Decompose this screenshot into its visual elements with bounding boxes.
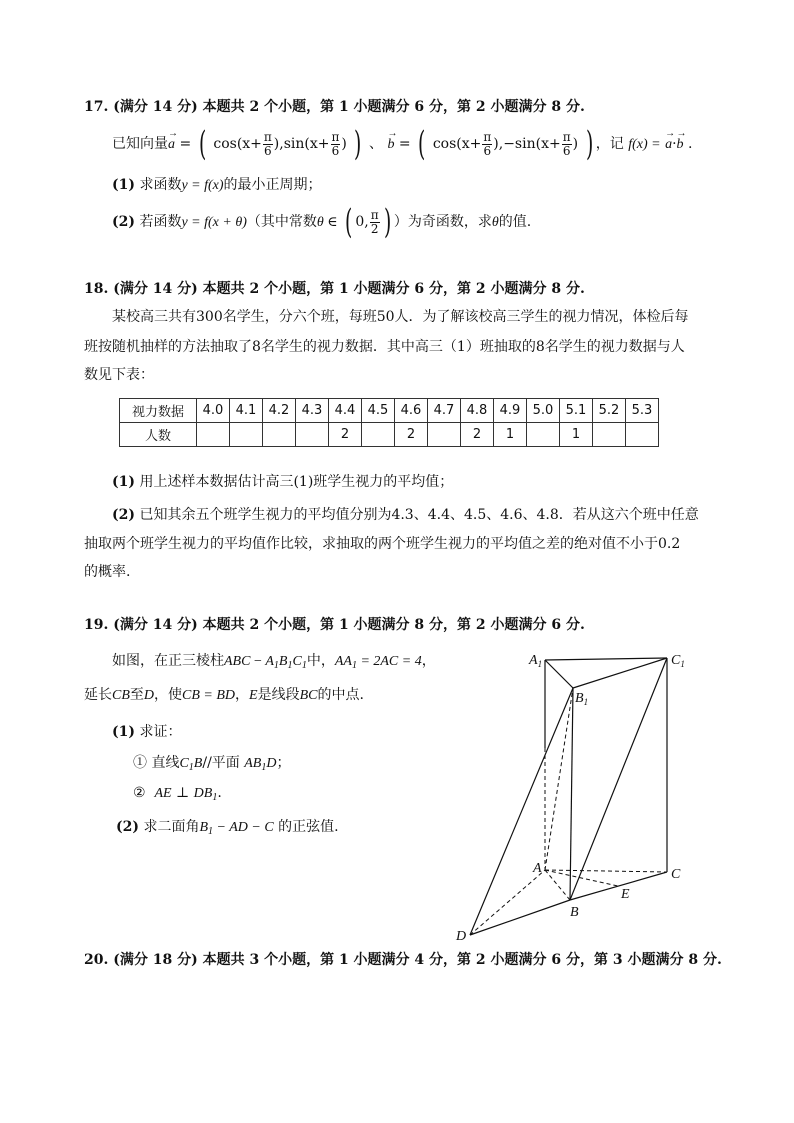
table-cell: 5.1 xyxy=(560,399,593,423)
label-b: B xyxy=(570,905,579,920)
table-cell: 4.7 xyxy=(428,399,461,423)
edge-db1 xyxy=(470,688,573,935)
q19-item2: ② AE ⊥ $DB_1$. xyxy=(133,785,222,803)
q18-part2-line1: (2) 已知其余五个班学生视力的平均值分别为4.3、4.4、4.5、4.6、4.8．若从这六个班中任意 xyxy=(112,507,699,523)
q17-intro-prefix: 已知向量 xyxy=(112,136,168,152)
table-cell xyxy=(626,423,659,447)
vector-b: → b xyxy=(387,125,394,165)
f-definition: f(x) = xyxy=(628,137,661,152)
table-cell: 2 xyxy=(329,423,362,447)
sin-term: sin(x+ xyxy=(283,136,330,152)
label-c: C xyxy=(671,867,681,882)
table-cell: 5.2 xyxy=(593,399,626,423)
table-cell: 1 xyxy=(494,423,527,447)
table-cell: 1 xyxy=(560,423,593,447)
paren-open: ( xyxy=(345,202,353,242)
edge-b1c1 xyxy=(573,658,667,688)
q17-part1: (1) 求函数y = f(x)的最小正周期； xyxy=(112,177,322,193)
label-c1: $C_1$ xyxy=(671,653,685,669)
table-row-count xyxy=(120,423,659,447)
label-b1: $B_1$ xyxy=(575,691,589,707)
edge-bc xyxy=(570,872,667,900)
edge-a1b1 xyxy=(545,660,573,688)
q18-para-line3: 数见下表： xyxy=(84,367,154,383)
q17-header: 17. (满分 14 分) 本题共 2 个小题，第 1 小题满分 6 分，第 2 小题满分 8 分. xyxy=(84,99,585,115)
q18-part1: (1) 用上述样本数据估计高三(1)班学生视力的平均值； xyxy=(112,474,454,490)
table-cell: 4.8 xyxy=(461,399,494,423)
table-header-vision: 视力数据 xyxy=(120,399,197,423)
paren-close: ) xyxy=(383,202,391,242)
table-cell xyxy=(263,423,296,447)
table-row-vision xyxy=(120,399,659,423)
table-cell: 4.4 xyxy=(329,399,362,423)
paren-open: ( xyxy=(418,124,426,164)
q19-item1: ① 直线$C_1B//$平面 $AB_1D$； xyxy=(133,755,291,773)
edge-ab1 xyxy=(545,688,573,870)
q19-part1: (1) 求证： xyxy=(112,724,182,740)
table-cell: 2 xyxy=(395,423,428,447)
paren-open: ( xyxy=(198,124,206,164)
q18-part2-line2: 抽取两个班学生视力的平均值作比较，求抽取的两个班学生视力的平均值之差的绝对值不小于0.2 xyxy=(84,536,681,552)
q19-header: 19. (满分 14 分) 本题共 2 个小题，第 1 小题满分 8 分，第 2 小题满分 6 分. xyxy=(84,617,585,633)
q18-part2-line3: 的概率. xyxy=(84,564,131,580)
q19-line1: 如图，在正三棱柱ABC − $A_1B_1C_1$中，$AA_1 = 2AC = 4$， xyxy=(112,653,436,671)
label-a: A xyxy=(533,861,542,876)
pi-over-6-frac: $\frac{\pi}{6}$ xyxy=(483,129,492,158)
table-cell xyxy=(593,423,626,447)
table-cell: 4.9 xyxy=(494,399,527,423)
edge-a1c1 xyxy=(545,658,667,660)
edge-bc1 xyxy=(570,658,667,900)
edge-ac xyxy=(545,870,667,872)
table-cell xyxy=(362,423,395,447)
table-cell xyxy=(296,423,329,447)
neg-sin-term: −sin(x+ xyxy=(503,136,561,152)
table-cell: 5.0 xyxy=(527,399,560,423)
table-cell: 4.5 xyxy=(362,399,395,423)
table-cell xyxy=(197,423,230,447)
vector-a: → a xyxy=(168,125,175,165)
q17-intro-line: 已知向量→ a = ( cos(x+ $\frac{\pi}{6}$ ),sin(x+ $\frac{\pi}{6}$ ) ) 、 → b = ( cos(x+ $\frac{\pi}{6}$ ),−sin(x+ $\frac{\pi}{6}$ ) ) ，记 f(x) = → a·→ b . xyxy=(112,124,692,165)
pi-over-2-frac: $\frac{\pi}{2}$ xyxy=(370,207,379,236)
prism-figure xyxy=(440,640,700,950)
table-cell: 4.6 xyxy=(395,399,428,423)
pi-over-6-frac: $\frac{\pi}{6}$ xyxy=(331,129,340,158)
table-cell xyxy=(428,423,461,447)
table-cell: 4.3 xyxy=(296,399,329,423)
paren-close: ) xyxy=(585,124,593,164)
q18-header: 18. (满分 14 分) 本题共 2 个小题，第 1 小题满分 6 分，第 2 小题满分 8 分. xyxy=(84,281,585,297)
pi-over-6-frac: $\frac{\pi}{6}$ xyxy=(263,129,272,158)
q18-para-line1: 某校高三共有300名学生，分六个班，每班50人．为了解该校高三学生的视力情况，体检后每 xyxy=(112,309,689,325)
edge-db xyxy=(470,900,570,935)
table-cell xyxy=(527,423,560,447)
cos-term: cos(x+ xyxy=(213,136,262,152)
vision-table xyxy=(119,398,659,447)
edge-b1b xyxy=(570,688,573,900)
table-header-count: 人数 xyxy=(120,423,197,447)
q17-part2: (2) 若函数y = f(x + θ)（其中常数θ ∈ ( 0, $\frac{\pi}{2}$ ) ）为奇函数，求θ的值. xyxy=(112,202,532,242)
table-cell: 4.0 xyxy=(197,399,230,423)
label-e: E xyxy=(621,887,630,902)
table-cell: 4.2 xyxy=(263,399,296,423)
table-cell xyxy=(230,423,263,447)
q18-para-line2: 班按随机抽样的方法抽取了8名学生的视力数据．其中高三（1）班抽取的8名学生的视力数据与人 xyxy=(84,339,685,355)
q20-header: 20. (满分 18 分) 本题共 3 个小题，第 1 小题满分 4 分，第 2 小题满分 6 分，第 3 小题满分 8 分. xyxy=(84,952,722,968)
q19-part2: (2) 求二面角$B_1$ − AD − C 的正弦值. xyxy=(116,819,339,837)
pi-over-6-frac: $\frac{\pi}{6}$ xyxy=(562,129,571,158)
table-cell: 2 xyxy=(461,423,494,447)
label-d: D xyxy=(456,929,467,944)
q19-line2: 延长CB至D，使CB = BD，E是线段BC的中点. xyxy=(84,687,364,703)
table-cell: 5.3 xyxy=(626,399,659,423)
table-cell: 4.1 xyxy=(230,399,263,423)
edge-da xyxy=(470,870,545,935)
label-a1: $A_1$ xyxy=(529,653,543,669)
paren-close: ) xyxy=(354,124,362,164)
